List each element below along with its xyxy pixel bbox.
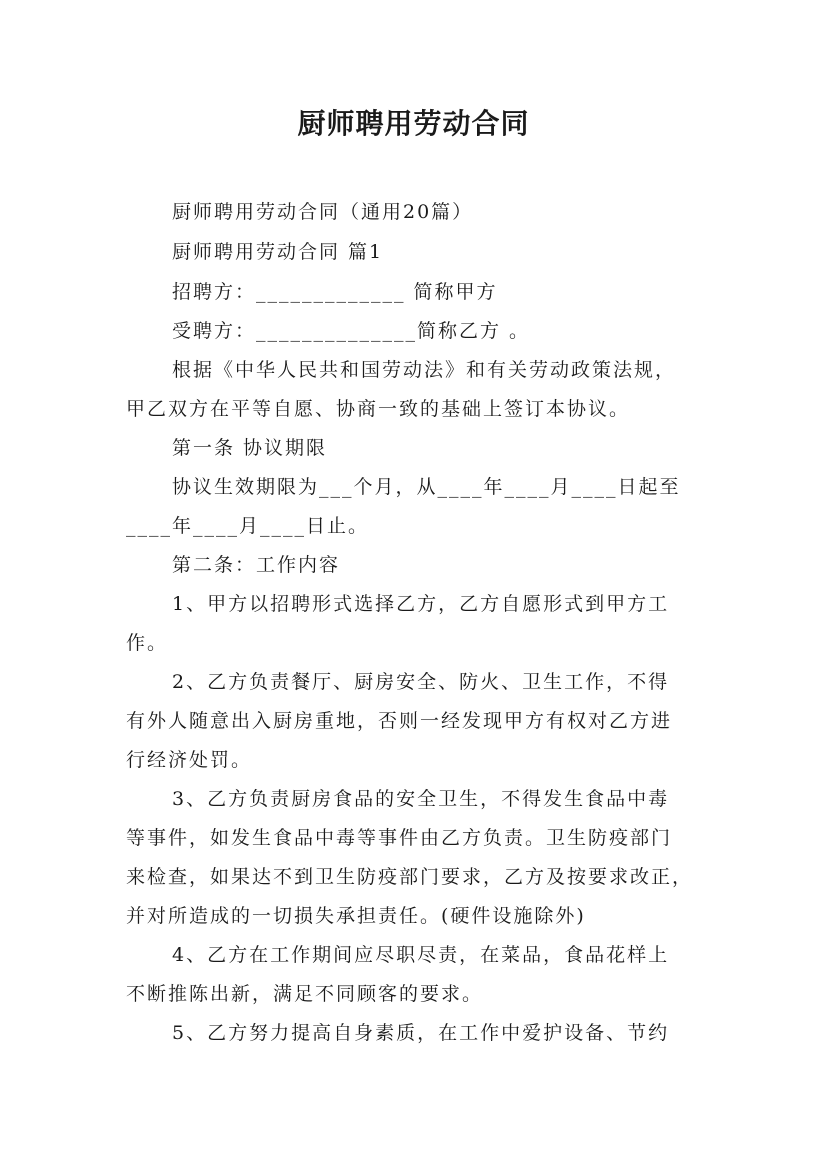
text-line-clause-2a: 2、乙方负责餐厅、厨房安全、防火、卫生工作，不得: [172, 671, 670, 693]
text-line-clause-2c: 行经济处罚。: [126, 749, 253, 771]
text-line-clause-4a: 4、乙方在工作期间应尽职尽责，在菜品，食品花样上: [172, 944, 670, 966]
text-line-clause-5a: 5、乙方努力提高自身素质，在工作中爱护设备、节约: [172, 1022, 670, 1044]
text-line-clause-3a: 3、乙方负责厨房食品的安全卫生，不得发生食品中毒: [172, 788, 670, 810]
text-line-article-1: 第一条 协议期限: [172, 437, 328, 459]
text-line-clause-3b: 等事件，如发生食品中毒等事件由乙方负责。卫生防疫部门: [126, 827, 673, 849]
text-line-clause-3d: 并对所造成的一切损失承担责任。(硬件设施除外): [126, 905, 586, 927]
text-line-article-2: 第二条：工作内容: [172, 554, 341, 576]
text-line-term-2: ____年____月____日止。: [126, 515, 370, 537]
text-line-clause-4b: 不断推陈出新，满足不同顾客的要求。: [126, 983, 484, 1005]
text-line-employee: 受聘方：______________简称乙方 。: [172, 320, 531, 342]
text-line-preamble-1: 根据《中华人民共和国劳动法》和有关劳动政策法规，: [172, 359, 677, 381]
text-line-preamble-2: 甲乙双方在平等自愿、协商一致的基础上签订本协议。: [126, 398, 631, 420]
text-line-clause-2b: 有外人随意出入厨房重地，否则一经发现甲方有权对乙方进: [126, 710, 673, 732]
text-line-clause-1b: 作。: [126, 632, 169, 654]
text-line-subtitle: 厨师聘用劳动合同（通用20篇）: [172, 201, 474, 223]
document-title: 厨师聘用劳动合同: [297, 107, 530, 140]
text-line-section-heading: 厨师聘用劳动合同 篇1: [172, 241, 384, 263]
text-line-term-1: 协议生效期限为___个月，从____年____月____日起至: [172, 476, 681, 498]
text-line-employer: 招聘方：_____________ 简称甲方: [172, 281, 498, 303]
text-line-clause-3c: 来检查，如果达不到卫生防疫部门要求，乙方及按要求改正，: [126, 866, 694, 888]
text-line-clause-1a: 1、甲方以招聘形式选择乙方，乙方自愿形式到甲方工: [172, 593, 670, 615]
